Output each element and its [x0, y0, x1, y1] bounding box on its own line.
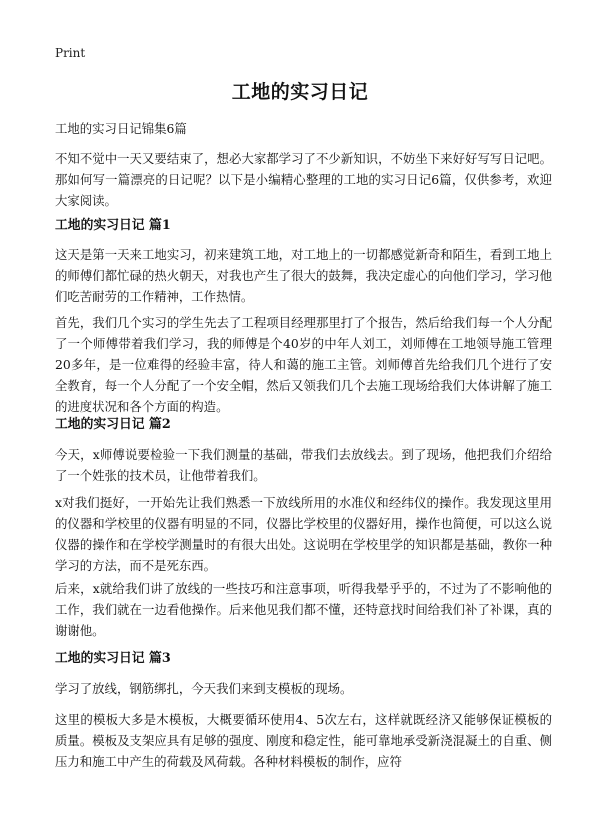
section-2-paragraph-1: 今天，x师傅说要检验一下我们测量的基础，带我们去放线去。到了现场，他把我们介绍给了一个姓张的技术员，让他带着我们。 — [55, 447, 552, 483]
section-3-paragraph-1: 学习了放线，钢筋绑扎，今天我们来到支模板的现场。 — [55, 681, 353, 696]
document-subtitle: 工地的实习日记锦集6篇 — [55, 121, 187, 136]
section-1-paragraph-2: 首先，我们几个实习的学生先去了工程项目经理那里打了个报告，然后给我们每一个人分配了一个师傅带着我们学习，我的师傅是个40岁的中年人刘工，刘师傅在工地领导施工管理20多年，是一位难得的经验丰富，待人和蔼的施工主管。刘师傅首先给我们几个进行了安全教育，每一个人分配了一个安全帽，然后又领我们几个去施工现场给我们大体讲解了施工的进度状况和各个方面的构造。 — [55, 315, 552, 414]
page-title: 工地的实习日记 — [231, 81, 369, 103]
section-2-paragraph-2: x对我们挺好，一开始先让我们熟悉一下放线所用的水准仪和经纬仪的操作。我发现这里用的仪器和学校里的仪器有明显的不同，仪器比学校里的仪器好用，操作也简便，可以这么说仪器的操作和在学校学测量时的有很大出处。这说明在学校里学的知识都是基础，教你一种学习的方法，而不是死东西。 — [55, 495, 552, 573]
section-2-paragraph-3: 后来，x就给我们讲了放线的一些技巧和注意事项，听得我晕乎乎的，不过为了不影响他的工作，我们就在一边看他操作。后来他见我们都不懂，还特意找时间给我们补了补课，真的谢谢他。 — [55, 581, 552, 638]
intro-paragraph: 不知不觉中一天又要结束了，想必大家都学习了不少新知识，不妨坐下来好好写写日记吧。那如何写一篇漂亮的日记呢？以下是小编精心整理的工地的实习日记6篇，仅供参考，欢迎大家阅读。 — [55, 151, 552, 208]
section-3-paragraph-2: 这里的模板大多是木模板，大概要循环使用4、5次左右，这样就既经济又能够保证模板的质量。模板及支架应具有足够的强度、刚度和稳定性，能可靠地承受新浇混凝土的自重、侧压力和施工中产生的荷载及风荷载。各种材料模板的制作，应符 — [55, 712, 552, 769]
section-heading-2: 工地的实习日记 篇2 — [55, 417, 171, 432]
section-heading-1: 工地的实习日记 篇1 — [55, 218, 171, 233]
section-1-paragraph-1: 这天是第一天来工地实习，初来建筑工地，对工地上的一切都感觉新奇和陌生，看到工地上的师傅们都忙碌的热火朝天，对我也产生了很大的鼓舞，我决定虚心的向他们学习，学习他们吃苦耐劳的工作精神，工作热情。 — [55, 247, 552, 304]
section-heading-3: 工地的实习日记 篇3 — [55, 651, 171, 666]
print-label: Print — [55, 46, 86, 60]
